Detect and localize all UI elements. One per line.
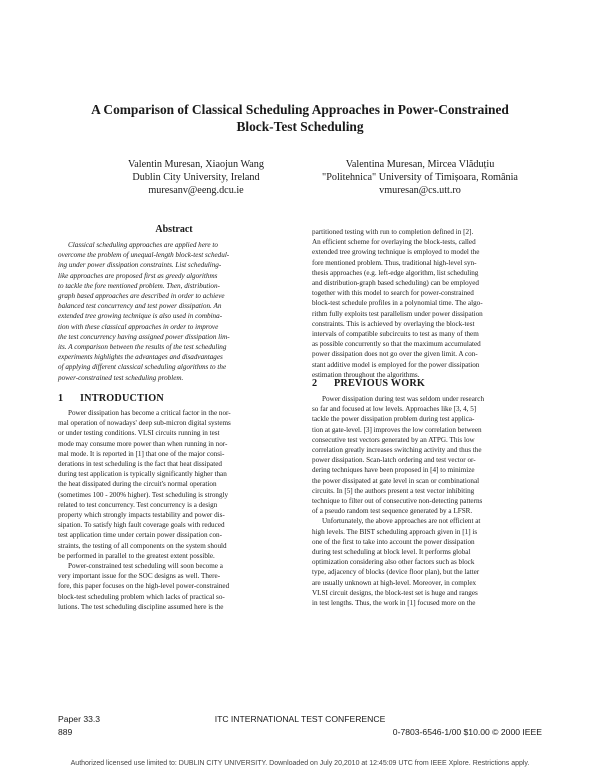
text-line: thesis approaches (e.g. left-edge algorithm, list scheduling	[312, 268, 479, 277]
text-line: be performed in parallel to the greatest extent possible.	[58, 551, 215, 560]
text-line: rithm fully exploits test parallelism under power dissipation	[312, 309, 483, 318]
text-line: An efficient scheme for overlaying the block-tests, called	[312, 238, 476, 247]
author-email: muresanv@eeng.dcu.ie	[148, 185, 244, 196]
text-line: Classical scheduling approaches are applied here to	[68, 241, 218, 249]
text-line: correlation greatly increases switching activity and thus the	[312, 446, 482, 455]
text-line: mode may consume more power than when running in nor-	[58, 439, 228, 448]
author-affiliation: "Politehnica" University of Timișoara, România	[322, 172, 518, 183]
section-title: PREVIOUS WORK	[334, 378, 425, 389]
text-line: test application time under certain power dissipation con-	[58, 531, 222, 540]
text-line: the heat dissipated during the circuit's normal operation	[58, 480, 217, 489]
text-line: fore mentioned problem. Thus, traditional high-level syn-	[312, 258, 477, 267]
text-line: overcome the problem of unequal-length block-test schedul-	[58, 251, 230, 260]
text-line: power-constrained test scheduling problem.	[58, 373, 184, 382]
text-line: are usually unknown at high-level. Moreover, in complex	[312, 578, 477, 587]
paper-number: Paper 33.3	[58, 714, 101, 724]
text-line: derations in test scheduling is the fact that heat dissipated	[58, 460, 222, 469]
text-line: extended tree growing technique is also used in combina-	[58, 312, 223, 321]
conference-name: ITC INTERNATIONAL TEST CONFERENCE	[214, 714, 386, 724]
author-block-left	[76, 158, 316, 197]
text-line: property which strongly impacts testability and power dis-	[58, 511, 225, 520]
text-line: of a pseudo random test sequence generated by a LFSR.	[312, 507, 473, 516]
text-line: mal operation of nowadays' deep sub-micron digital systems	[58, 419, 231, 428]
intro-continuation	[312, 227, 544, 380]
text-line: sipation. To satisfy high fault coverage goals with reduced	[58, 521, 225, 530]
text-line: constraints. This is achieved by overlaying the block-test	[312, 319, 475, 328]
text-line: to tackle the fore mentioned problem. Then, distribution-	[58, 281, 220, 290]
author-names: Valentina Muresan, Mircea Vlăduțiu	[345, 159, 495, 170]
text-line: power dissipation does not go over the given limit. A con-	[312, 350, 478, 359]
text-line: ing under power dissipation constraints. List scheduling-	[58, 261, 222, 270]
text-line: optimization considering also other factors such as block	[312, 558, 475, 567]
text-line: together with this model to search for power-constrained	[312, 289, 474, 298]
page-number: 889	[58, 727, 73, 737]
author-affiliation: Dublin City University, Ireland	[132, 172, 260, 183]
author-email: vmuresan@cs.utt.ro	[379, 185, 461, 196]
text-line: lutions. The test scheduling discipline assumed here is the	[58, 602, 224, 611]
text-line: tion at gate-level. [3] improves the low correlation between	[312, 425, 482, 434]
text-line: VLSI circuit designs, the block-test set is huge and ranges	[312, 588, 478, 597]
text-line: Power dissipation has become a critical factor in the nor-	[68, 409, 231, 417]
text-line: high levels. The BIST scheduling approach given in [1] is	[312, 527, 478, 536]
text-line: one of the first to take into account the power dissipation	[312, 537, 475, 546]
text-line: as possible concurrently so that the maximum accumulated	[312, 340, 481, 349]
author-names: Valentin Muresan, Xiaojun Wang	[128, 159, 264, 170]
text-line: and distribution-graph based scheduling) can be employed	[312, 279, 479, 288]
section-2-heading	[312, 378, 425, 389]
text-line: balanced test concurrency and test power dissipation. An	[58, 302, 222, 311]
abstract-body	[58, 240, 290, 383]
license-notice: Authorized licensed use limited to: DUBLIN CITY UNIVERSITY. Downloaded on July 20,2010 at 12:45:09 UTC from IEEE Xplore. Restrictions apply.	[70, 760, 530, 767]
text-line: of applying different classical scheduling algorithms to the	[58, 363, 227, 372]
text-line: power dissipation. Scan-latch ordering and test vector or-	[312, 456, 476, 465]
section-1-heading	[58, 393, 164, 404]
text-line: the power dissipated at gate level in scan or combinational	[312, 476, 480, 485]
text-line: type, adjacency of blocks (device floor plan), but the latter	[312, 568, 480, 577]
text-line: in test lengths. Thus, the work in [1] focused more on the	[312, 599, 476, 608]
text-line: mal mode. It is reported in [1] that one of the major consi-	[58, 449, 225, 458]
title-line-2: Block-Test Scheduling	[236, 119, 364, 134]
section-title: INTRODUCTION	[80, 393, 164, 404]
paper-title	[60, 101, 540, 135]
text-line: the test concurrency having assigned power dissipation lim-	[58, 332, 230, 341]
text-line: straints, the testing of all components on the system should	[58, 541, 227, 550]
section-1-body	[58, 408, 290, 612]
section-number: 1	[58, 393, 64, 404]
text-line: like approaches are proposed first as greedy algorithms	[58, 271, 218, 280]
text-line: very important issue for the SOC designs as well. There-	[58, 572, 221, 581]
text-line: consecutive test vectors generated by an ATPG. This low	[312, 435, 475, 444]
text-line: estimation throughout the algorithms.	[312, 370, 420, 379]
abstract-heading: Abstract	[155, 224, 193, 235]
text-line: tion with these classical approaches in order to improve	[58, 322, 219, 331]
text-line: its. A comparison between the results of the test scheduling	[58, 343, 227, 352]
text-line: extended tree growing technique is employed to model the	[312, 248, 480, 257]
text-line: block-test scheduling problem which lacks of practical so-	[58, 592, 225, 601]
text-line: (sometimes 100 - 200% higher). Test scheduling is strongly	[58, 490, 229, 499]
text-line: experiments highlights the advantages and disadvantages	[58, 353, 223, 362]
section-2-body	[312, 394, 544, 608]
text-line: related to test concurrency. Test concurrency is a design	[58, 500, 218, 509]
section-number: 2	[312, 378, 318, 389]
text-line: intervals of compatible subcircuits to test as many of them	[312, 330, 479, 339]
text-line: dering techniques have been proposed in [4] to minimize	[312, 466, 475, 475]
text-line: so far and focused at low levels. Approaches like [3, 4, 5]	[312, 405, 477, 414]
text-line: Unfortunately, the above approaches are not efficient at	[322, 517, 481, 526]
text-line: Power dissipation during test was seldom under research	[322, 395, 485, 403]
text-line: graph based approaches are described in order to achieve	[58, 292, 225, 301]
author-block-right	[290, 158, 550, 197]
text-line: during test application is typically significantly higher than	[58, 470, 227, 479]
copyright-line: 0-7803-6546-1/00 $10.00 © 2000 IEEE	[392, 727, 542, 737]
text-line: stant additive model is employed for the power dissipation	[312, 360, 480, 369]
text-line: Power-constrained test scheduling will soon become a	[68, 562, 223, 571]
text-line: tackle the power dissipation problem during test applica-	[312, 415, 475, 424]
title-line-1: A Comparison of Classical Scheduling Approaches in Power-Constrained	[91, 102, 509, 117]
text-line: fore, this paper focuses on the high-level power-constrained	[58, 582, 230, 591]
text-line: partitioned testing with run to completion defined in [2].	[312, 228, 474, 236]
text-line: technique to filter out of consecutive non-detecting patterns	[312, 497, 483, 506]
text-line: during test scheduling at block level. It performs global	[312, 548, 471, 557]
text-line: or under testing conditions. VLSI circuits running in test	[58, 429, 220, 438]
text-line: circuits. In [5] the authors present a test vector inhibiting	[312, 486, 475, 495]
text-line: block-test schedule profiles in a polynomial time. The algo-	[312, 299, 483, 308]
